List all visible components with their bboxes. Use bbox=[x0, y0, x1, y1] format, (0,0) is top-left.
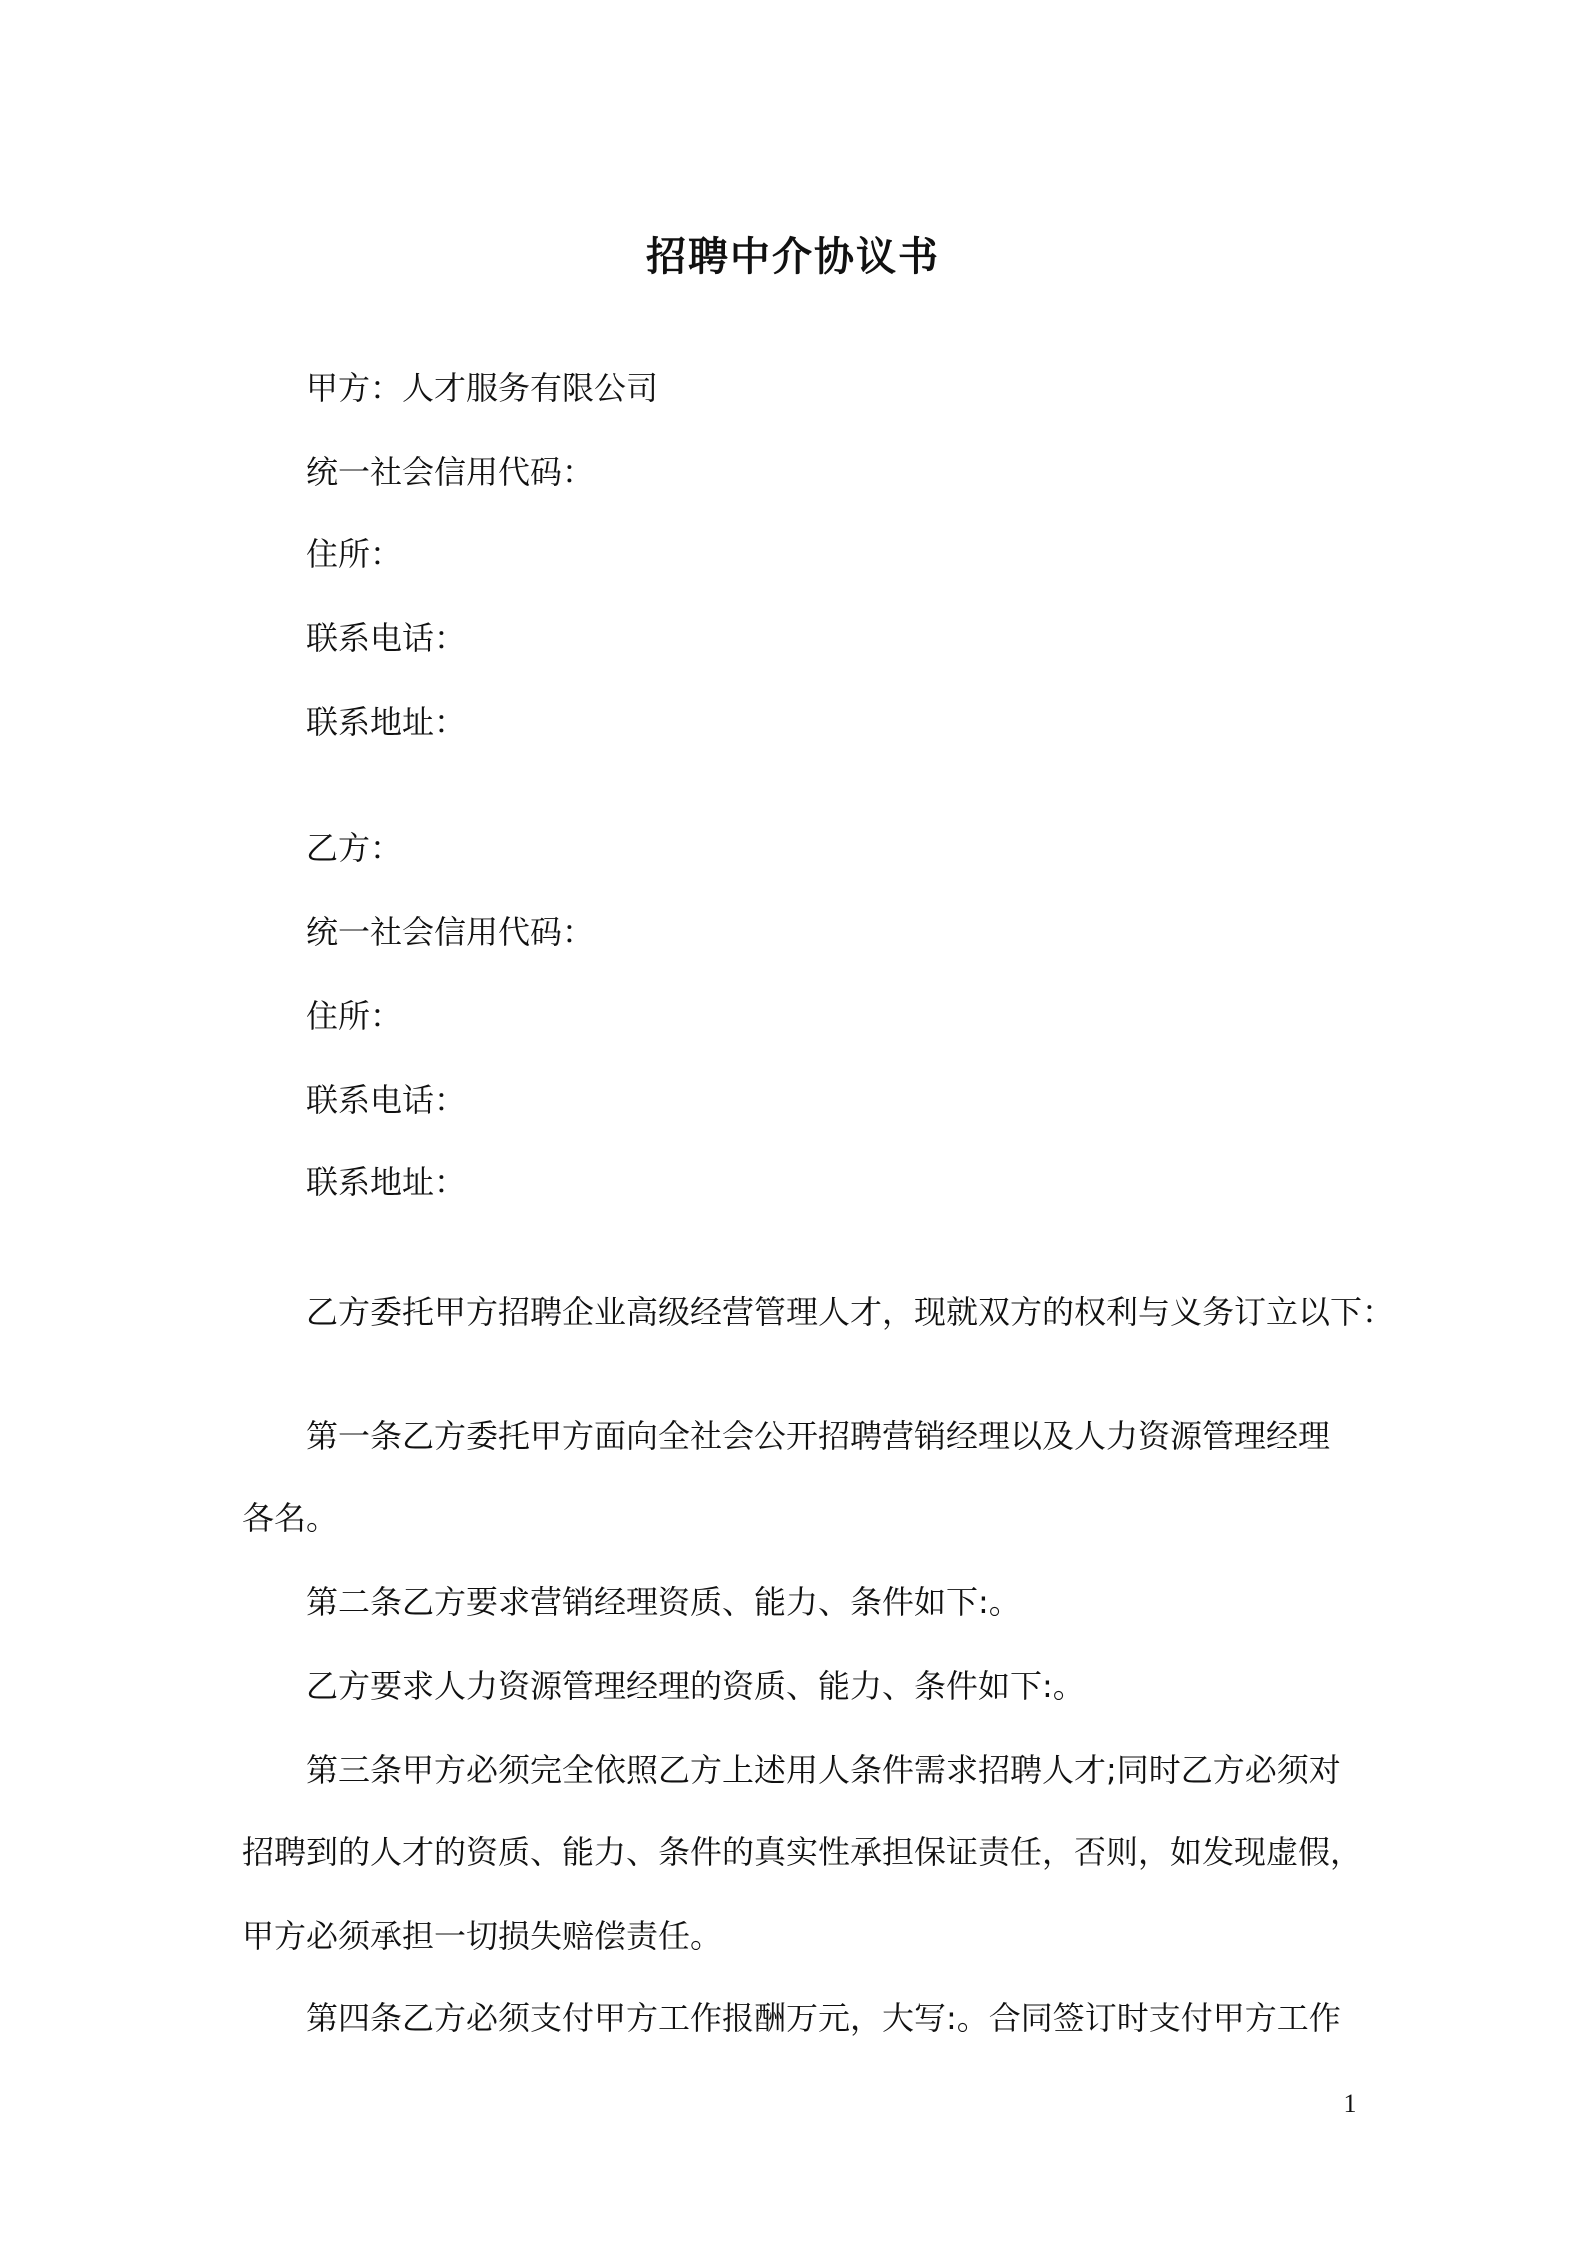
party-a-name: 甲方：人才服务有限公司 bbox=[306, 369, 659, 407]
article-2-line: 第二条乙方要求营销经理资质、能力、条件如下:。 bbox=[306, 1583, 1021, 1621]
party-a-address-label: 联系地址： bbox=[306, 703, 467, 741]
article-4-line: 第四条乙方必须支付甲方工作报酬万元，大写:。合同签订时支付甲方工作 bbox=[306, 1999, 1341, 2037]
party-b-credit-code-label: 统一社会信用代码： bbox=[306, 913, 595, 951]
article-3-line: 甲方必须承担一切损失赔偿责任。 bbox=[242, 1917, 723, 1955]
article-3-line: 招聘到的人才的资质、能力、条件的真实性承担保证责任，否则，如发现虚假， bbox=[242, 1833, 1363, 1871]
party-b-phone-label: 联系电话： bbox=[306, 1081, 467, 1119]
article-3-line: 第三条甲方必须完全依照乙方上述用人条件需求招聘人才;同时乙方必须对 bbox=[306, 1751, 1341, 1789]
agreement-preamble: 乙方委托甲方招聘企业高级经营管理人才，现就双方的权利与义务订立以下： bbox=[306, 1293, 1395, 1331]
article-1-line: 各名。 bbox=[242, 1499, 339, 1537]
party-b-residence-label: 住所： bbox=[306, 997, 403, 1035]
document-title: 招聘中介协议书 bbox=[646, 234, 940, 280]
article-2-line: 乙方要求人力资源管理经理的资质、能力、条件如下:。 bbox=[306, 1667, 1085, 1705]
party-b-name: 乙方： bbox=[306, 829, 403, 867]
party-a-residence-label: 住所： bbox=[306, 535, 403, 573]
party-a-credit-code-label: 统一社会信用代码： bbox=[306, 453, 595, 491]
party-a-phone-label: 联系电话： bbox=[306, 619, 467, 657]
page-number: 1 bbox=[1343, 2089, 1357, 2118]
party-b-address-label: 联系地址： bbox=[306, 1163, 467, 1201]
article-1-line: 第一条乙方委托甲方面向全社会公开招聘营销经理以及人力资源管理经理 bbox=[306, 1417, 1331, 1455]
